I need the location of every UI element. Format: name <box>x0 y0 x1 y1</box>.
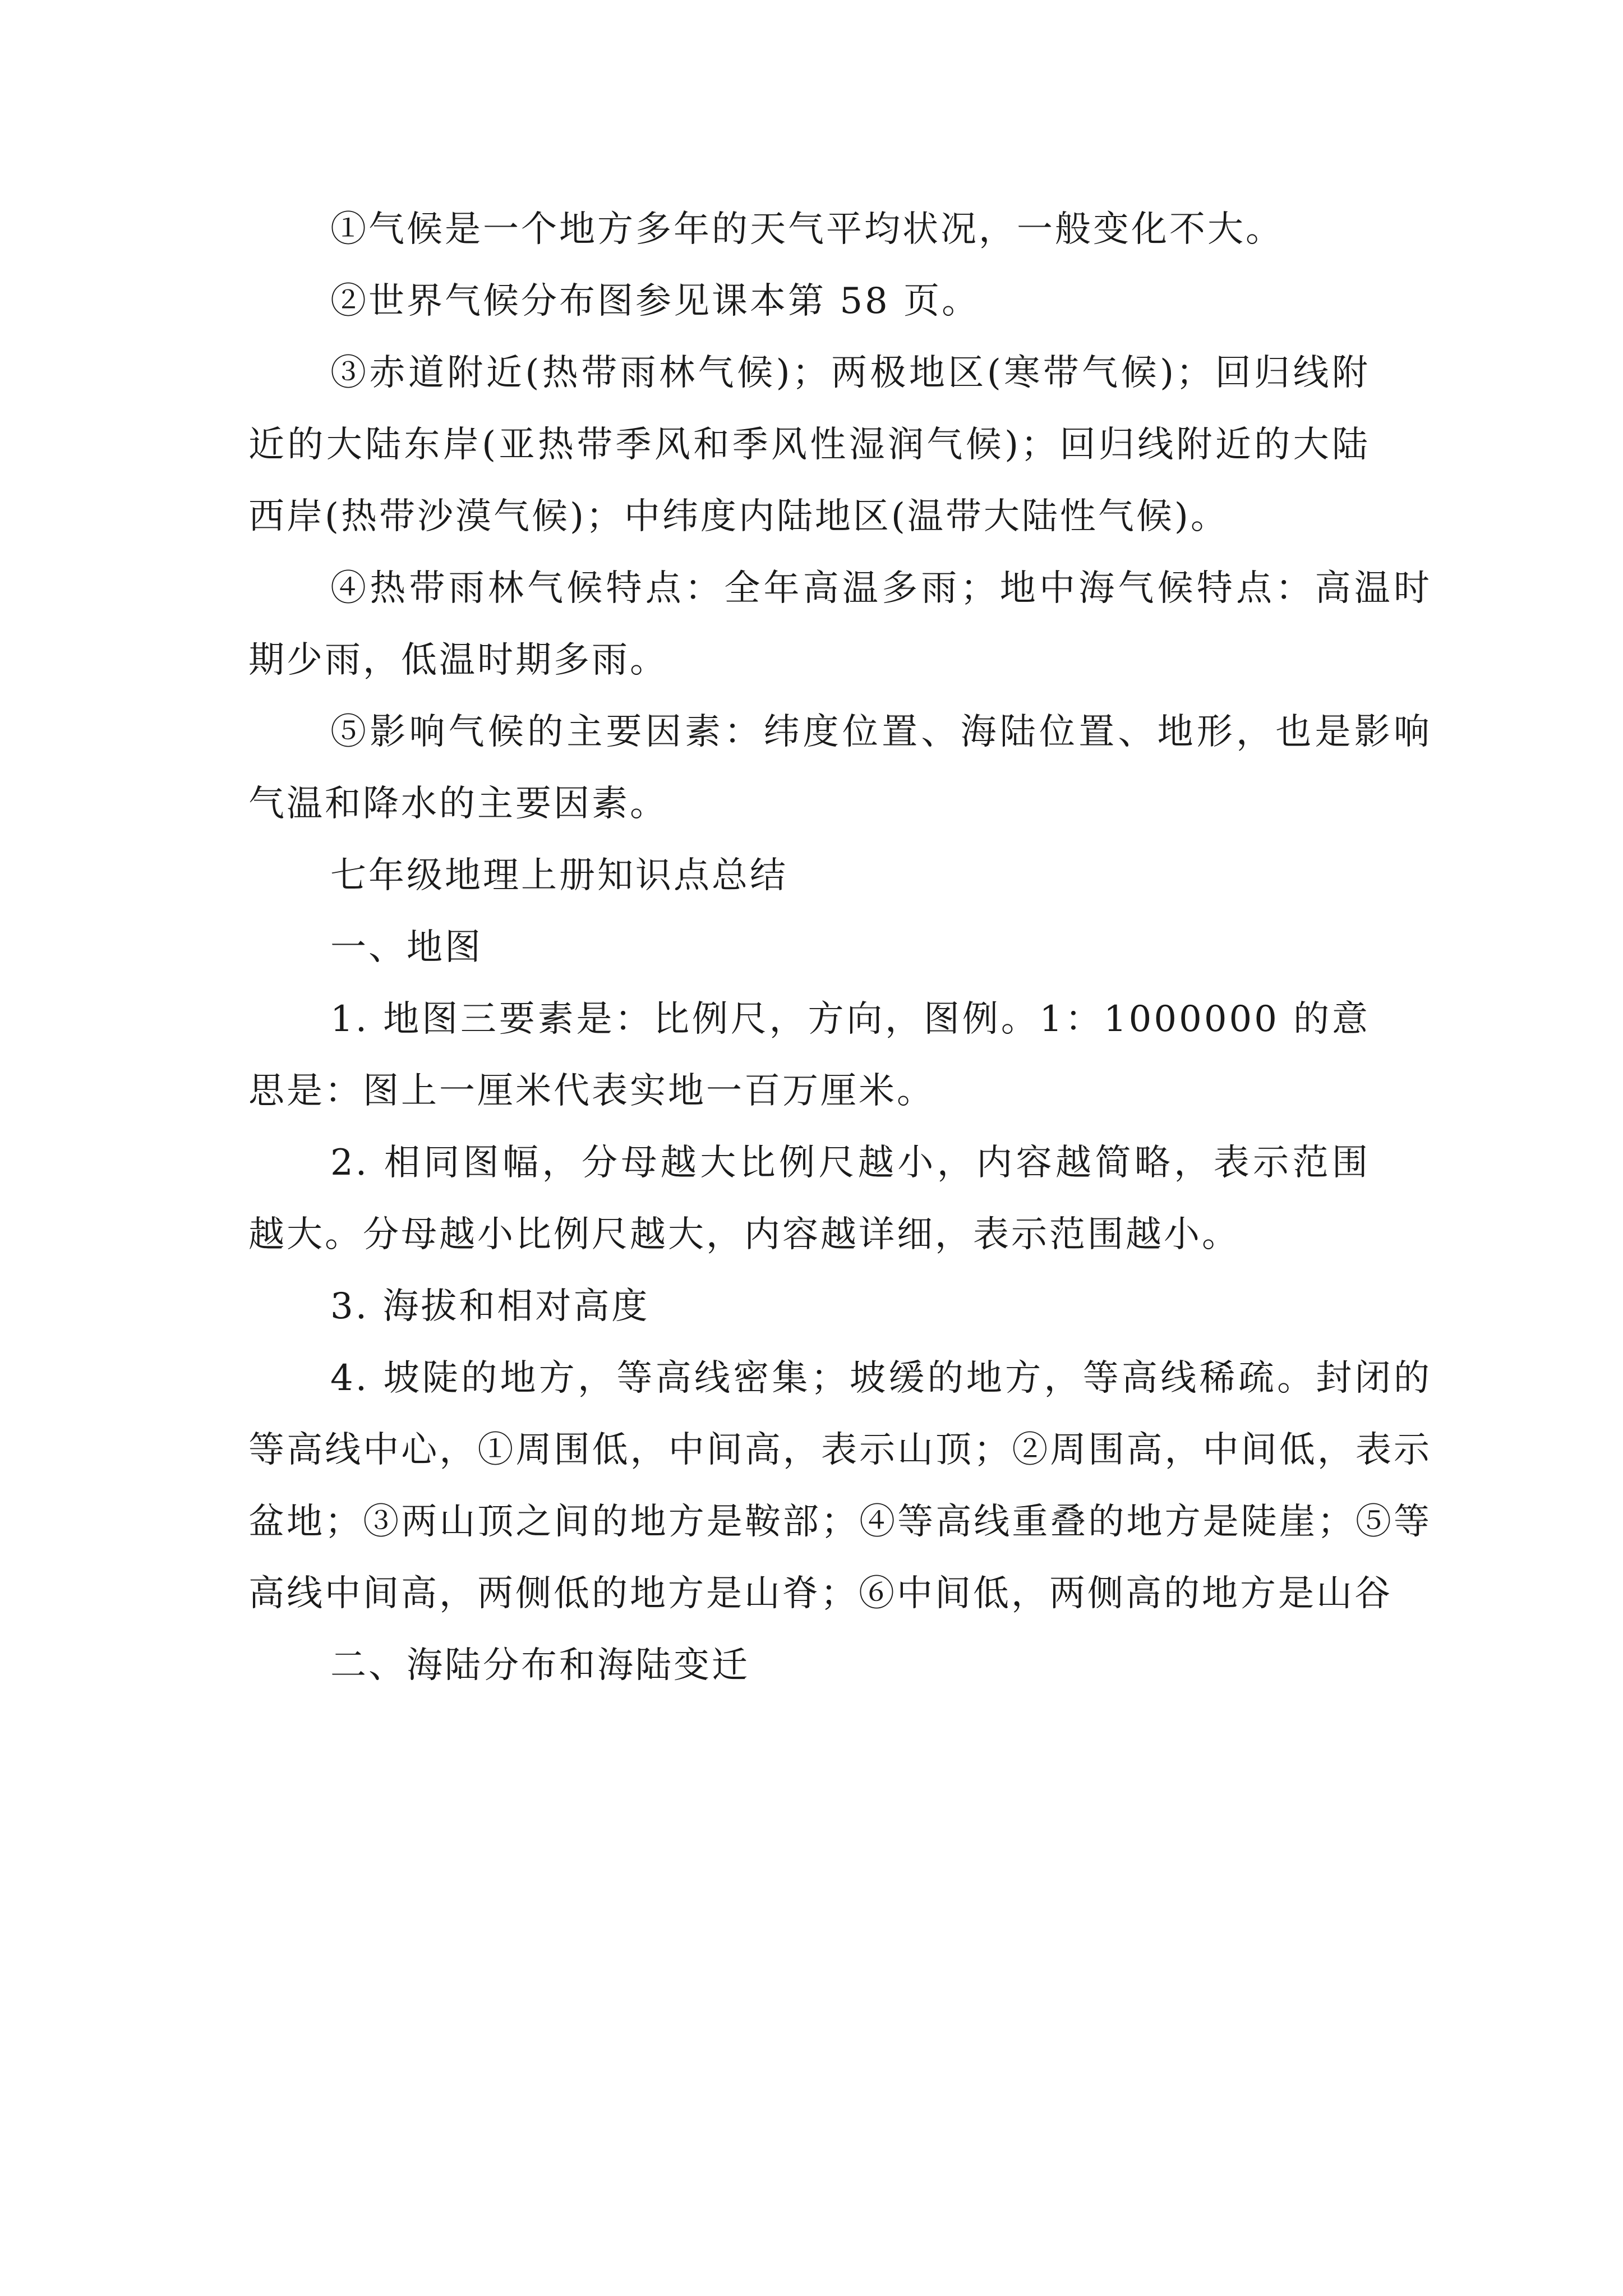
paragraph-climate-regions: ③赤道附近(热带雨林气候)；两极地区(寒带气候)；回归线附近的大陆东岸(亚热带季风和季风性湿润气候)；回归线附近的大陆西岸(热带沙漠气候)；中纬度内陆地区(温带大陆性气候)。 <box>248 352 1370 537</box>
paragraph-climate-characteristics: ④热带雨林气候特点：全年高温多雨；地中海气候特点：高温时期少雨，低温时期多雨。 <box>248 568 1432 681</box>
paragraph-contour-lines: 4. 坡陡的地方，等高线密集；坡缓的地方，等高线稀疏。封闭的等高线中心，①周围低，中间高，表示山顶；②周围高，中间低，表示盆地；③两山顶之间的地方是鞍部；④等高线重叠的地方是陡崖；⑤等高线中间高，两侧低的地方是山脊；⑥中间低，两侧高的地方是山谷 <box>248 1358 1432 1614</box>
paragraph-climate-map-reference: ②世界气候分布图参见课本第 58 页。 <box>330 280 980 322</box>
paragraph-map-elements: 1. 地图三要素是：比例尺，方向，图例。1：1000000 的意思是：图上一厘米代表实地一百万厘米。 <box>248 999 1370 1112</box>
section-heading-land-sea: 二、海陆分布和海陆变迁 <box>330 1645 750 1686</box>
paragraph-climate-definition: ①气候是一个地方多年的天气平均状况，一般变化不大。 <box>330 209 1284 250</box>
section-title-summary: 七年级地理上册知识点总结 <box>330 855 788 896</box>
section-heading-maps: 一、地图 <box>330 927 483 968</box>
paragraph-map-scale: 2. 相同图幅，分母越大比例尺越小，内容越简略，表示范围越大。分母越小比例尺越大，内容越详细，表示范围越小。 <box>248 1142 1370 1255</box>
document-body <box>248 194 1432 1701</box>
paragraph-altitude: 3. 海拔和相对高度 <box>330 1286 650 1327</box>
paragraph-climate-factors: ⑤影响气候的主要因素：纬度位置、海陆位置、地形，也是影响气温和降水的主要因素。 <box>248 711 1432 825</box>
